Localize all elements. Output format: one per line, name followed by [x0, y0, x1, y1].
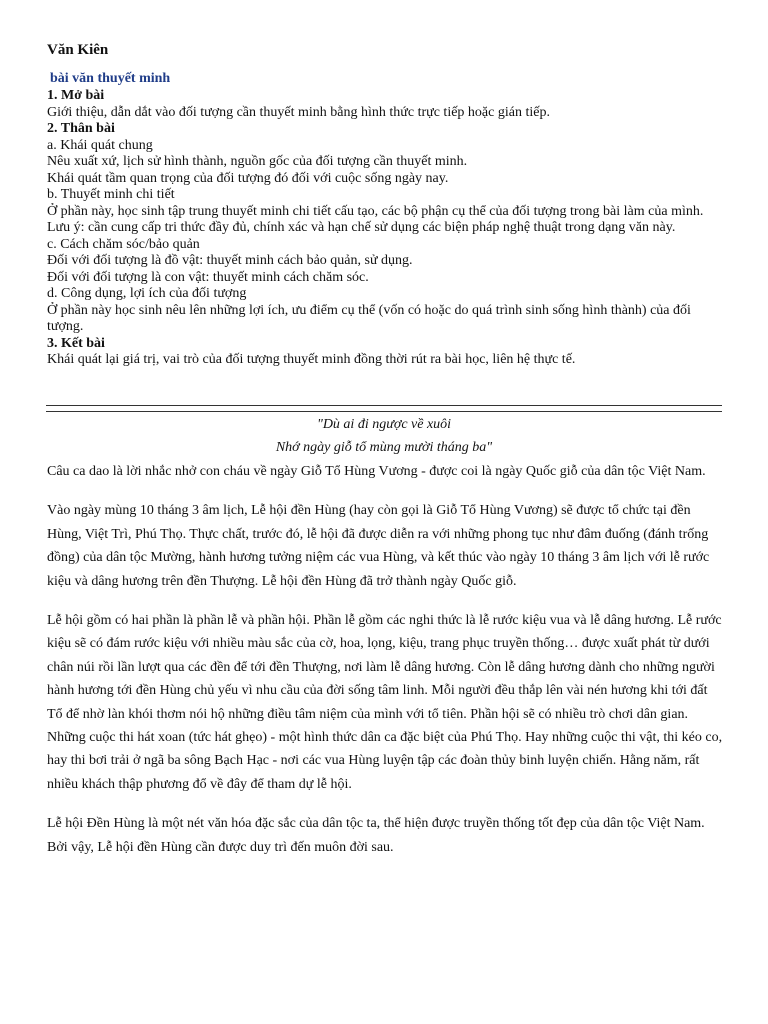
section-divider — [46, 405, 722, 412]
document-subtitle: bài văn thuyết minh — [50, 71, 171, 86]
poem-quote — [0, 413, 768, 459]
outline-line: Nêu xuất xứ, lịch sử hình thành, nguồn gốc của đối tượng cần thuyết minh. — [47, 154, 468, 169]
outline-line: Đối với đối tượng là con vật: thuyết minh cách chăm sóc. — [47, 269, 369, 285]
outline-heading: 3. Kết bài — [47, 335, 105, 351]
essay-paragraph: Vào ngày mùng 10 tháng 3 âm lịch, Lễ hội đền Hùng (hay còn gọi là Giỗ Tổ Hùng Vương) sẽ được tổ chức tại đền Hùng, Việt Trì, Phú Thọ. Thực chất, trước đó, lễ hội đã được diễn ra với những phong tục như đâm đuống (đánh trống đồng) của dân tộc Mường, hành hương tưởng niệm các vua Hùng, và kết thúc vào ngày 10 tháng 3 âm lịch với lễ rước kiệu và dâng hương trên đền Thượng. Lễ hội đền Hùng đã trở thành ngày Quốc giỗ. — [47, 503, 710, 589]
essay-paragraph: Lễ hội gồm có hai phần là phần lễ và phần hội. Phần lễ gồm các nghi thức là lễ rước kiệu vua và lễ dâng hương. Lễ rước kiệu sẽ có đám rước kiệu với nhiều màu sắc của cờ, hoa, lọng, kiệu, trang phục truyền thống… được xuất phát từ dưới chân núi rồi lần lượt qua các đền để tới đền Thượng, nơi làm lễ dâng hương. Còn lễ dâng hương dành cho những người hành hương tới đền Hùng chủ yếu vì nhu cầu của đời sống tâm linh. Mỗi người đều thắp lên vài nén hương khi tới đất Tổ để nhờ làn khói thơm nói hộ những điều tâm niệm của mình với tổ tiên. Phần hội sẽ có nhiều trò chơi dân gian. Những cuộc thi hát xoan (tức hát ghẹo) - một hình thức dân ca đặc biệt của Phú Thọ. Hay những cuộc thi vật, thi kéo co, hay thi bơi trải ở ngã ba sông Bạch Hạc - nơi các vua Hùng luyện tập các đoàn thủy binh luyện chiến. Hằng năm, rất nhiều khách thập phương đổ về đây để tham dự lễ hội. — [47, 613, 723, 792]
poem-line: "Dù ai đi ngược về xuôi — [316, 417, 452, 432]
outline-heading: 1. Mở bài — [47, 88, 105, 103]
poem-line: Nhớ ngày giỗ tổ mùng mười tháng ba" — [275, 440, 493, 455]
outline-line: Ở phần này, học sinh tập trung thuyết minh chi tiết cấu tạo, các bộ phận cụ thể của đối tượng trong bài làm của mình. — [47, 203, 704, 219]
author-name: Văn Kiên — [47, 42, 109, 58]
essay-body — [47, 460, 725, 875]
outline-line: b. Thuyết minh chi tiết — [47, 187, 175, 202]
outline-line: d. Công dụng, lợi ích của đối tượng — [47, 286, 247, 301]
outline-line: a. Khái quát chung — [47, 137, 153, 153]
outline-line: Lưu ý: cần cung cấp tri thức đầy đủ, chính xác và hạn chế sử dụng các biện pháp nghệ thuật trong dạng văn này. — [47, 220, 676, 235]
essay-paragraph: Lễ hội Đền Hùng là một nét văn hóa đặc sắc của dân tộc ta, thể hiện được truyền thống tốt đẹp của dân tộc Việt Nam. Bởi vậy, Lễ hội đền Hùng cần được duy trì đến muôn đời sau. — [47, 816, 705, 855]
outline-line: Khái quát lại giá trị, vai trò của đối tượng thuyết minh đồng thời rút ra bài học, liên hệ thực tế. — [47, 352, 576, 367]
outline-heading: 2. Thân bài — [47, 121, 115, 136]
outline-section — [47, 88, 725, 369]
outline-line: Đối với đối tượng là đồ vật: thuyết minh cách bảo quản, sử dụng. — [47, 253, 413, 268]
outline-line: Ở phần này học sinh nêu lên những lợi ích, ưu điểm cụ thể (vốn có hoặc do quá trình sinh sống hình thành) của đối tượng. — [47, 302, 691, 334]
essay-paragraph: Câu ca dao là lời nhắc nhở con cháu về ngày Giỗ Tổ Hùng Vương - được coi là ngày Quốc giỗ của dân tộc Việt Nam. — [47, 464, 706, 479]
outline-line: c. Cách chăm sóc/bảo quản — [47, 236, 200, 252]
outline-line: Giới thiệu, dẫn dắt vào đối tượng cần thuyết minh bằng hình thức trực tiếp hoặc gián tiếp. — [47, 104, 550, 120]
outline-line: Khái quát tầm quan trọng của đối tượng đó đối với cuộc sống ngày nay. — [47, 170, 449, 186]
